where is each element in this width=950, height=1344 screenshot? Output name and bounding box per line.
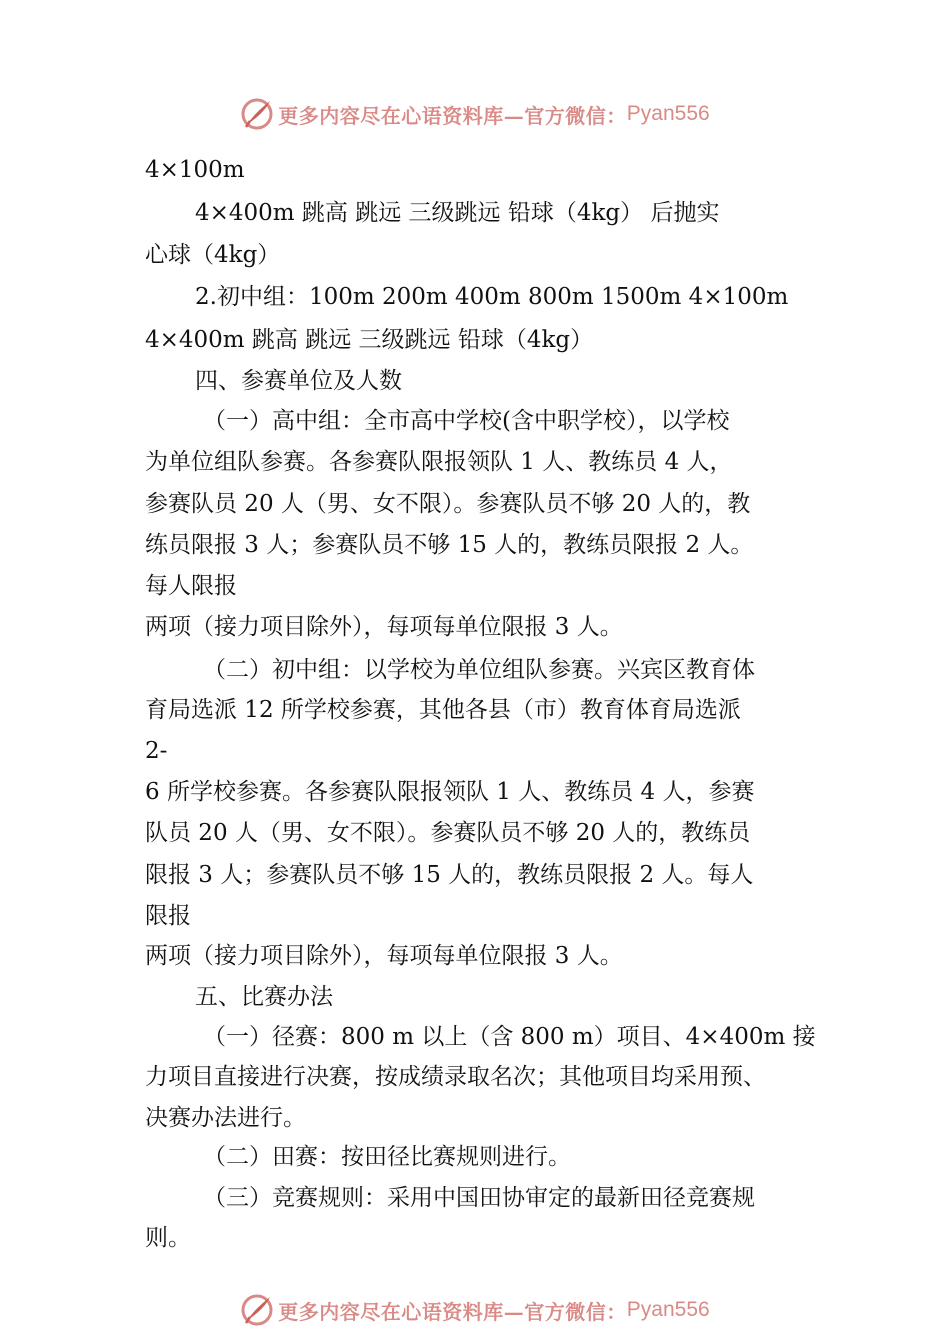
watermark-banner-top (0, 94, 950, 134)
text-line: 两项（接力项目除外），每项每单位限报 3 人。 (145, 614, 623, 640)
text-line: 决赛办法进行。 (145, 1105, 306, 1131)
section-heading: 四、参赛单位及人数 (195, 368, 402, 394)
text-line: 每人限报 (145, 573, 237, 599)
text-line: （二）初中组：以学校为单位组队参赛。兴宾区教育体 (203, 657, 755, 683)
text-line: 限报 (145, 903, 191, 929)
text-line: 则。 (145, 1225, 191, 1251)
watermark-text: 更多内容尽在心语资料库—官方微信： (278, 103, 627, 128)
text-line: 队员 20 人（男、女不限）。参赛队员不够 20 人的，教练员 (145, 820, 751, 846)
text-line: 4×400m 跳高 跳远 三级跳远 铅球（4kg） (145, 327, 594, 353)
text-line: （二）田赛：按田径比赛规则进行。 (203, 1144, 571, 1170)
text-line: 练员限报 3 人；参赛队员不够 15 人的，教练员限报 2 人。 (145, 532, 754, 558)
text-line: 为单位组队参赛。各参赛队限报领队 1 人、教练员 4 人， (145, 449, 733, 475)
quill-pen-seal-icon (240, 1293, 274, 1327)
text-line: （三）竞赛规则：采用中国田协审定的最新田径竞赛规 (203, 1185, 755, 1211)
section-heading: 五、比赛办法 (195, 984, 333, 1010)
watermark-wechat-id: Pyan556 (626, 1298, 710, 1321)
text-line: 力项目直接进行决赛，按成绩录取名次；其他项目均采用预、 (145, 1064, 766, 1090)
quill-pen-seal-icon (240, 97, 274, 131)
text-line: 4×100m (145, 157, 245, 183)
watermark-text: 更多内容尽在心语资料库—官方微信： (278, 1299, 627, 1324)
text-line: 2- (145, 738, 168, 764)
text-line: 4×400m 跳高 跳远 三级跳远 铅球（4kg） 后抛实 (195, 200, 720, 226)
text-line: （一）径赛：800 m 以上（含 800 m）项目、4×400m 接 (203, 1024, 816, 1050)
text-line: 参赛队员 20 人（男、女不限）。参赛队员不够 20 人的，教 (145, 491, 751, 517)
text-line: （一）高中组：全市高中学校(含中职学校），以学校 (203, 408, 730, 434)
watermark-wechat-id: Pyan556 (626, 102, 710, 125)
text-line: 2.初中组：100m 200m 400m 800m 1500m 4×100m (195, 284, 789, 310)
text-line: 育局选派 12 所学校参赛，其他各县（市）教育体育局选派 (145, 697, 741, 723)
text-line: 限报 3 人；参赛队员不够 15 人的，教练员限报 2 人。每人 (145, 862, 754, 888)
text-line: 心球（4kg） (145, 242, 281, 268)
watermark-banner-bottom (0, 1290, 950, 1330)
text-line: 6 所学校参赛。各参赛队限报领队 1 人、教练员 4 人，参赛 (145, 779, 755, 805)
text-line: 两项（接力项目除外），每项每单位限报 3 人。 (145, 943, 623, 969)
